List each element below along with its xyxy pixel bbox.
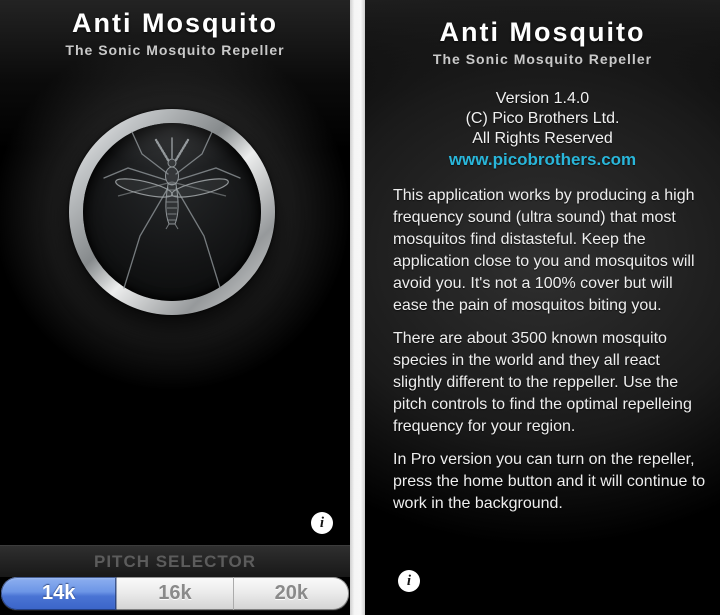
- page-subtitle: The Sonic Mosquito Repeller: [65, 42, 285, 58]
- repeller-button-face: [83, 123, 261, 301]
- info-icon: i: [406, 572, 412, 589]
- pitch-option-20k[interactable]: 20k: [233, 577, 349, 610]
- pitch-option-14k[interactable]: 14k: [1, 577, 116, 610]
- copyright-text: (C) Pico Brothers Ltd.: [465, 110, 620, 127]
- panel-info: [365, 0, 720, 615]
- rights-text: All Rights Reserved: [472, 130, 613, 147]
- info-button[interactable]: [311, 512, 333, 534]
- page-subtitle: The Sonic Mosquito Repeller: [432, 51, 653, 67]
- about-block: [365, 89, 720, 149]
- description-text: [393, 185, 711, 526]
- header: [365, 17, 720, 67]
- page-title: Anti Mosquito: [439, 17, 646, 47]
- version-text: Version 1.4.0: [495, 90, 590, 107]
- pitch-option-16k[interactable]: 16k: [116, 577, 232, 610]
- pitch-selector-bar: [0, 545, 350, 577]
- page-title: Anti Mosquito: [72, 8, 278, 38]
- panel-divider: [350, 0, 365, 615]
- mosquito-icon: [96, 128, 248, 296]
- pitch-selector-label: PITCH SELECTOR: [94, 551, 256, 571]
- info-icon: i: [319, 514, 325, 531]
- description-paragraph: In Pro version you can turn on the repeller, press the home button and it will continue to work in the background.: [393, 451, 706, 512]
- header: [0, 8, 350, 58]
- repeller-button[interactable]: [69, 109, 275, 315]
- description-paragraph: This application works by producing a high frequency sound (ultra sound) that most mosquitos find distasteful. Keep the application close to you and mosquitos will avoid you. It's not a 100% cover but will ease the pain of mosquitos biting you.: [393, 187, 695, 314]
- website-link[interactable]: www.picobrothers.com: [448, 150, 637, 169]
- pitch-segmented-control: [1, 577, 349, 610]
- description-paragraph: There are about 3500 known mosquito species in the world and they all react slightly different to the reppeller. Use the pitch controls to find the optimal repelleing frequency for your region.: [393, 330, 692, 435]
- info-button[interactable]: [398, 570, 420, 592]
- panel-repeller: [0, 0, 350, 615]
